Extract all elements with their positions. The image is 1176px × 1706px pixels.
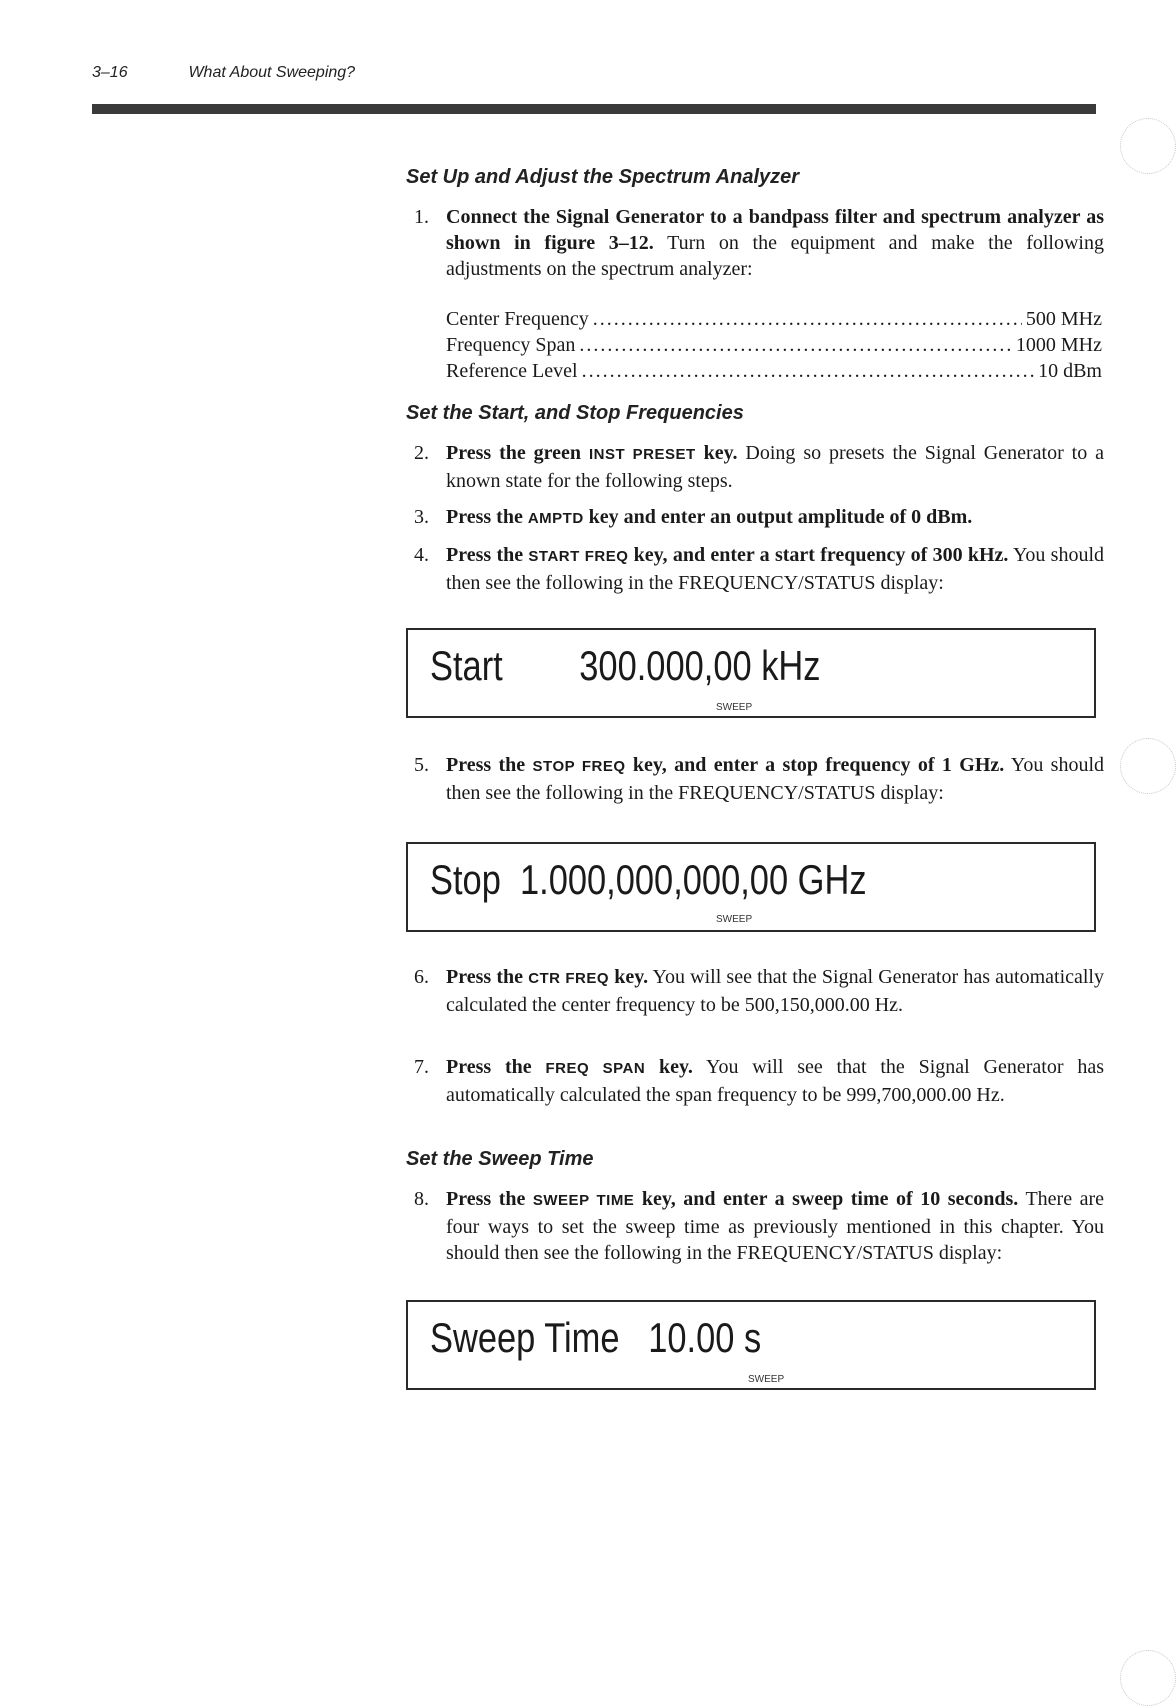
step-1 — [414, 204, 1104, 282]
sweep-annunciator: SWEEP — [716, 702, 753, 713]
step-text: Turn on the equipment and make the following adjustments on the spectrum analyzer: — [446, 232, 1104, 280]
step-lead: key, and enter a sweep time of 10 seconds. — [634, 1188, 1019, 1210]
step-number: 4. — [414, 544, 429, 566]
setting-value: 500 MHz — [1025, 308, 1102, 330]
step-number: 7. — [414, 1056, 429, 1078]
section-title-sweep-time: Set the Sweep Time — [406, 1148, 594, 1170]
dot-leader — [582, 358, 1035, 384]
key-freq-span: FREQ SPAN — [545, 1060, 646, 1077]
setting-row — [446, 358, 1102, 384]
step-lead: key. — [609, 966, 649, 988]
frequency-status-display-start — [406, 628, 1096, 718]
step-lead: key. — [695, 442, 738, 464]
display-readout: Start 300.000,00 kHz — [430, 642, 821, 689]
step-lead: key and enter an output amplitude of 0 dBm. — [583, 506, 973, 528]
sweep-annunciator: SWEEP — [748, 1374, 785, 1385]
step-5 — [414, 752, 1104, 806]
step-lead: Press the — [446, 506, 528, 528]
chapter-title: What About Sweeping? — [188, 64, 356, 81]
setting-value: 1000 MHz — [1015, 334, 1102, 356]
display-readout: Stop 1.000,000,000,00 GHz — [430, 856, 867, 903]
setting-value: 10 dBm — [1038, 360, 1102, 382]
step-lead: Connect the Signal Generator to a bandpass filter and spectrum analyzer as shown in figure 3–12. — [446, 206, 1104, 254]
setting-name: Center Frequency — [446, 308, 589, 330]
step-text: You will see that the Signal Generator has automatically calculated the center frequency to be 500,150,000.00 Hz. — [446, 966, 1104, 1016]
binder-hole-top — [1120, 118, 1176, 174]
display-readout: Sweep Time 10.00 s — [430, 1314, 762, 1361]
step-text: You should then see the following in the FREQUENCY/STATUS display: — [446, 754, 1105, 804]
setting-row — [446, 332, 1102, 358]
step-number: 2. — [414, 442, 429, 464]
analyzer-settings — [446, 306, 1102, 384]
step-lead: Press the — [446, 1056, 546, 1078]
setting-name: Reference Level — [446, 360, 578, 382]
binder-hole-middle — [1120, 738, 1176, 794]
dot-leader — [593, 306, 1022, 332]
step-number: 8. — [414, 1188, 429, 1210]
binder-hole-bottom — [1120, 1650, 1176, 1706]
header-rule — [92, 104, 1096, 114]
step-lead: key, and enter a stop frequency of 1 GHz. — [625, 754, 1005, 776]
page-number: 3–16 — [92, 64, 128, 81]
step-text: You will see that the Signal Generator has automatically calculated the span frequency to be 999,700,000.00 Hz. — [446, 1056, 1104, 1106]
step-number: 3. — [414, 506, 429, 528]
step-7 — [414, 1054, 1104, 1108]
frequency-status-display-stop — [406, 842, 1096, 932]
key-sweep-time: SWEEP TIME — [532, 1192, 635, 1209]
page-header — [92, 64, 355, 82]
step-lead: key. — [645, 1056, 693, 1078]
step-lead: Press the — [446, 1188, 533, 1210]
step-lead: key, and enter a start frequency of 300 kHz. — [628, 544, 1009, 566]
key-amptd: AMPTD — [527, 510, 584, 527]
step-number: 1. — [414, 206, 429, 228]
key-inst-preset: INST PRESET — [588, 446, 696, 463]
step-lead: Press the — [446, 966, 529, 988]
key-start-freq: START FREQ — [528, 548, 629, 565]
step-8 — [414, 1186, 1104, 1266]
step-4 — [414, 542, 1104, 596]
step-number: 5. — [414, 754, 429, 776]
step-lead: Press the — [446, 754, 533, 776]
step-2 — [414, 440, 1104, 494]
step-lead: Press the green — [446, 442, 589, 464]
frequency-status-display-sweep-time — [406, 1300, 1096, 1390]
step-lead: Press the — [446, 544, 529, 566]
step-6 — [414, 964, 1104, 1018]
setting-row — [446, 306, 1102, 332]
key-ctr-freq: CTR FREQ — [528, 970, 610, 987]
sweep-annunciator: SWEEP — [716, 914, 753, 925]
step-3 — [414, 504, 1104, 532]
section-title-setup: Set Up and Adjust the Spectrum Analyzer — [406, 166, 800, 188]
dot-leader — [579, 332, 1011, 358]
step-text: There are four ways to set the sweep time as previously mentioned in this chapter. You should then see the following in the FREQUENCY/STATUS display: — [446, 1188, 1105, 1264]
setting-name: Frequency Span — [446, 334, 576, 356]
step-number: 6. — [414, 966, 429, 988]
step-text: You should then see the following in the FREQUENCY/STATUS display: — [446, 544, 1105, 594]
step-text: Doing so presets the Signal Generator to a known state for the following steps. — [446, 442, 1104, 492]
section-title-start-stop: Set the Start, and Stop Frequencies — [406, 402, 744, 424]
key-stop-freq: STOP FREQ — [532, 758, 626, 775]
